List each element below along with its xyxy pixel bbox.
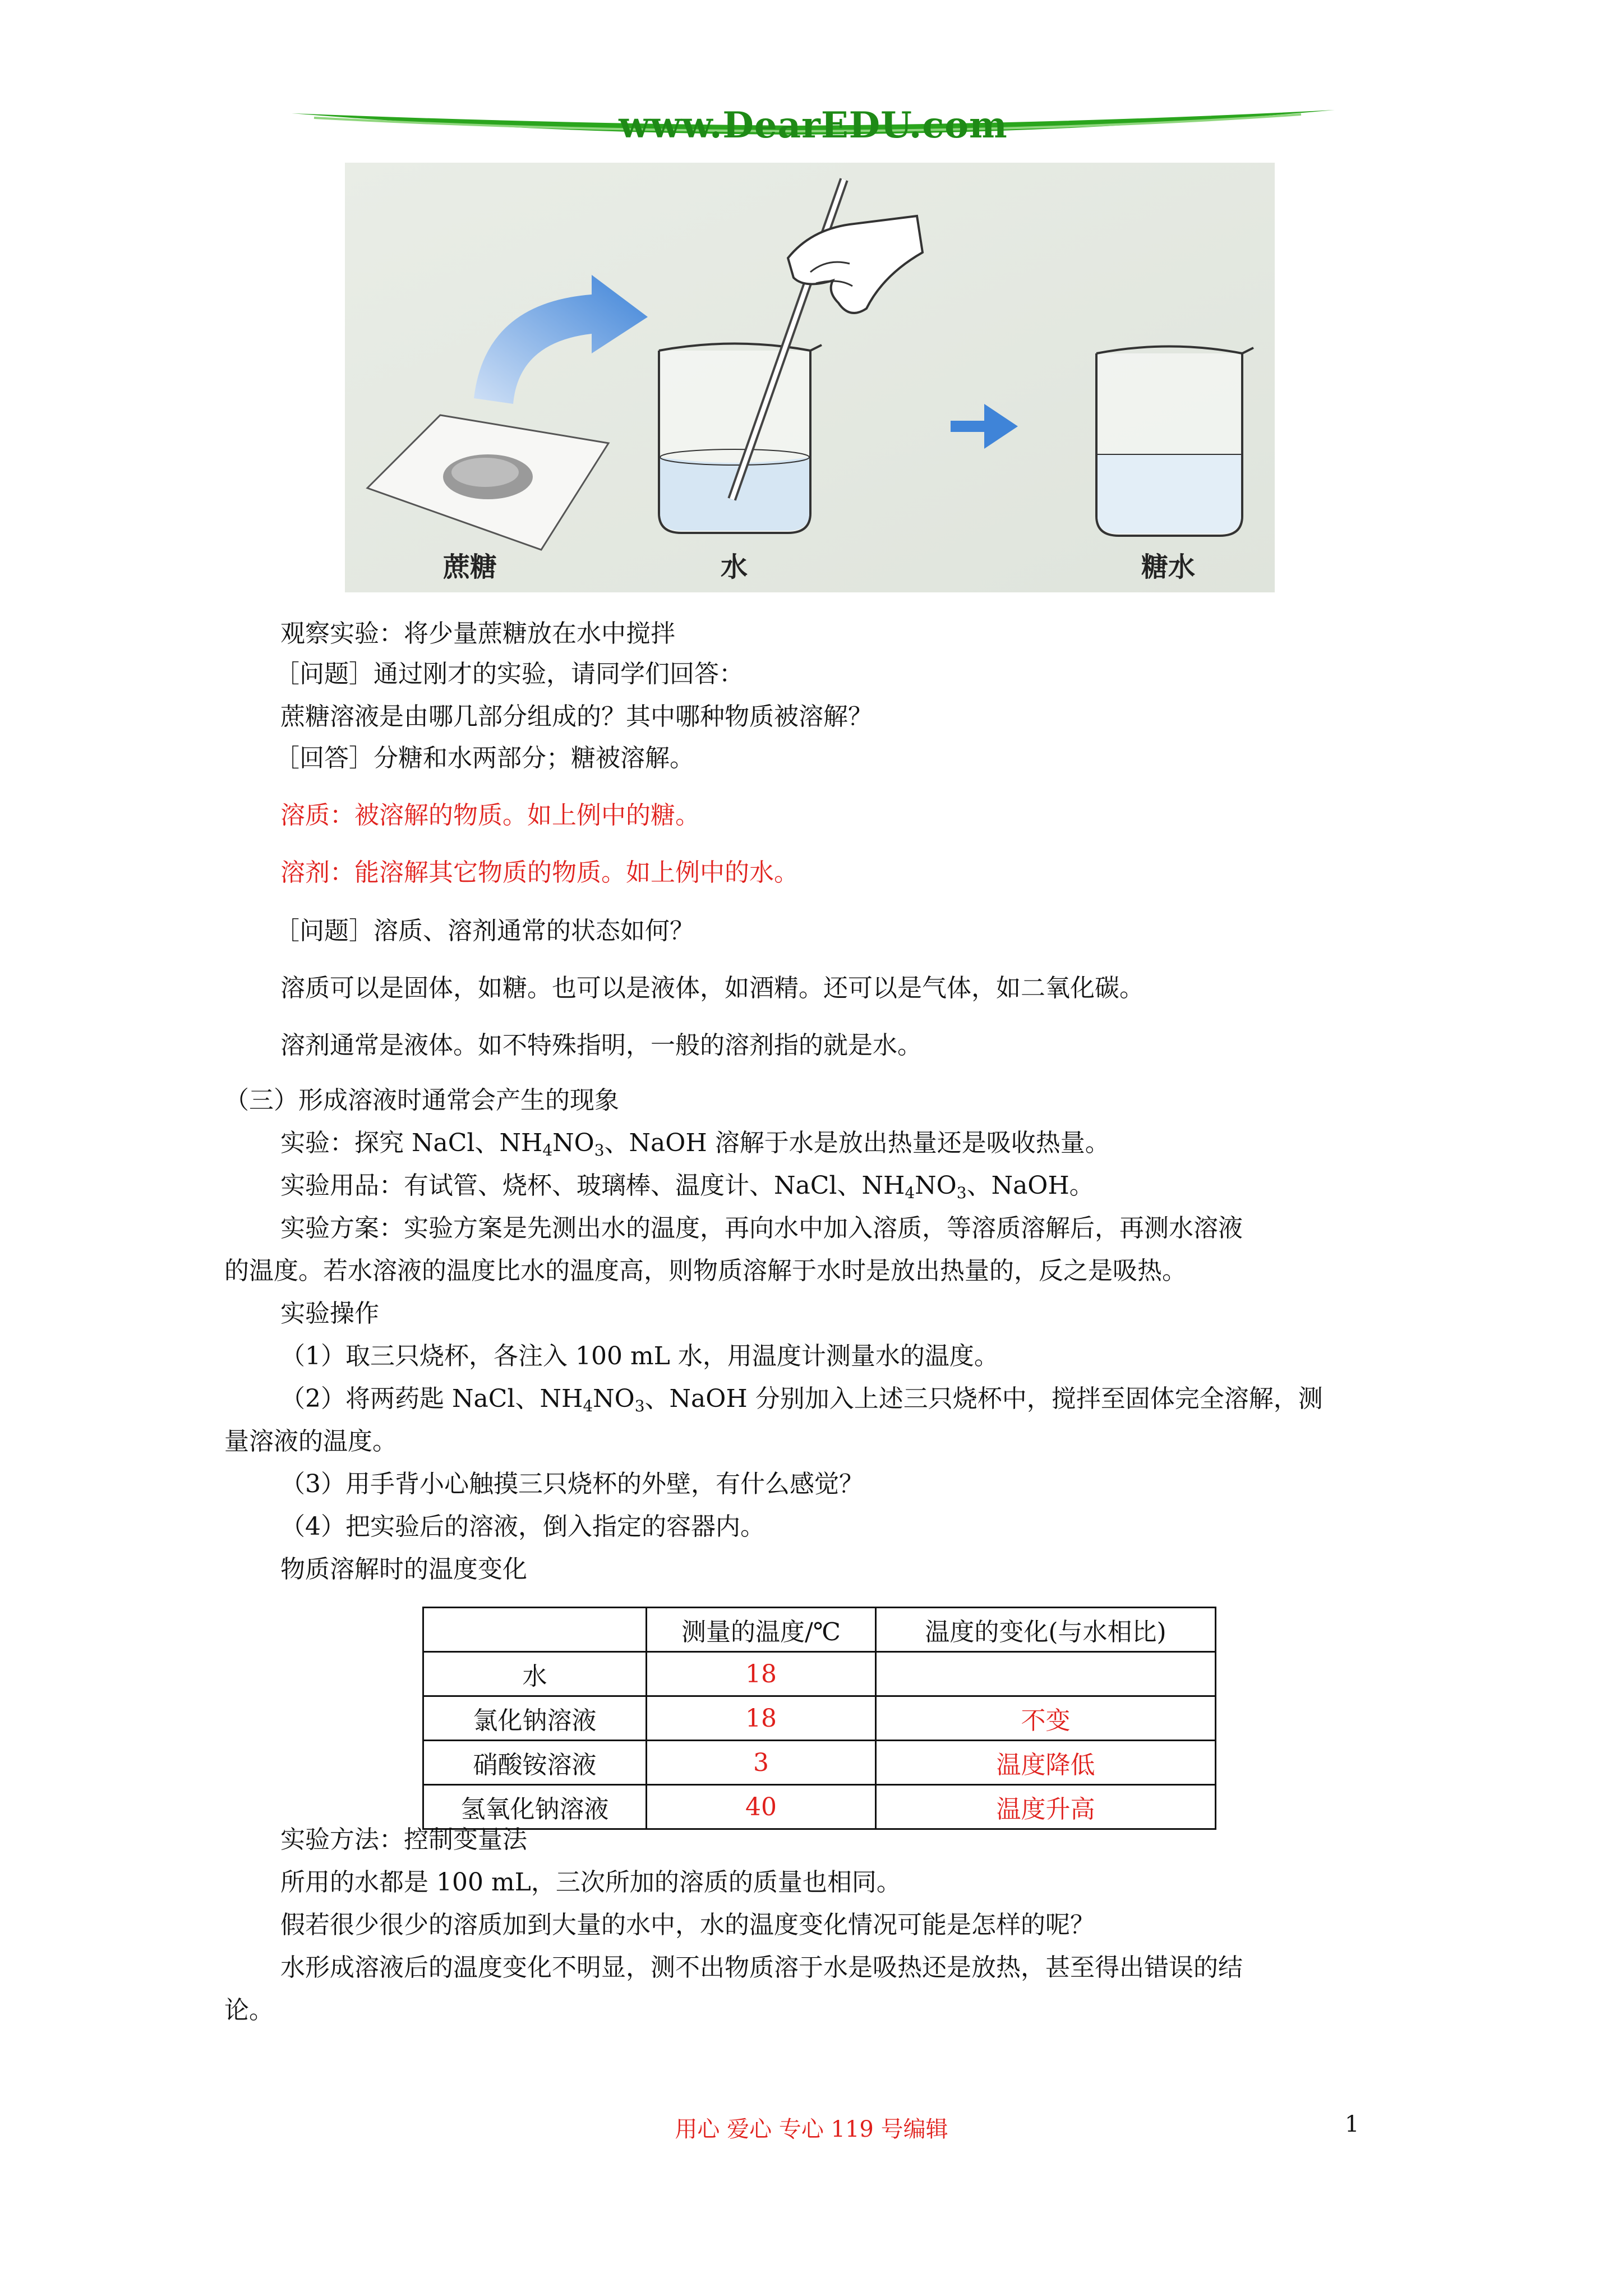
table-cell-substance: 水 [423,1652,647,1696]
para-answer-1: ［回答］分糖和水两部分；糖被溶解。 [275,744,694,772]
experiment-illustration [345,163,1275,592]
para-solute-def: 溶质：被溶解的物质。如上例中的糖。 [280,801,700,830]
table-row [423,1696,1216,1741]
label-water: 水 [721,551,748,583]
table-cell-change [876,1652,1216,1696]
temperature-table [422,1607,1216,1830]
table-cell-temperature: 40 [647,1785,876,1829]
site-header [292,101,1335,151]
para-step-4: （4）把实验后的溶液，倒入指定的容器内。 [280,1512,765,1541]
para-question-1b: 蔗糖溶液是由哪几部分组成的？其中哪种物质被溶解？ [280,702,873,731]
para-plan-line2: 的温度。若水溶液的温度比水的温度高，则物质溶解于水时是放出热量的，反之是吸热。 [224,1257,1187,1285]
para-question-2: ［问题］溶质、溶剂通常的状态如何？ [275,917,694,945]
para-experiment: 实验：探究 NaCl、$NH_4NO_3$、NaOH 溶解于水是放出热量还是吸收热量。 [280,1129,1110,1159]
table-cell-temperature: 18 [647,1696,876,1741]
para-suppose: 假若很少很少的溶质加到大量的水中，水的温度变化情况可能是怎样的呢？ [280,1911,1095,1939]
table-cell-change: 温度降低 [876,1741,1216,1785]
table-cell-change: 不变 [876,1696,1216,1741]
label-sucrose: 蔗糖 [443,551,497,583]
para-supplies: 实验用品：有试管、烧杯、玻璃棒、温度计、NaCl、$NH_4NO_3$、NaOH。 [280,1171,1094,1202]
para-observe: 观察实验：将少量蔗糖放在水中搅拌 [280,619,675,648]
beaker-with-water [659,344,822,533]
table-cell-substance: 氯化钠溶液 [423,1696,647,1741]
table-header-cell: 测量的温度/℃ [647,1608,876,1652]
para-conclusion-line2: 论。 [224,1996,274,2024]
para-plan-line1: 实验方案：实验方案是先测出水的温度，再向水中加入溶质，等溶质溶解后，再测水溶液 [280,1214,1243,1243]
table-header-row [423,1608,1216,1652]
para-solute-state: 溶质可以是固体，如糖。也可以是液体，如酒精。还可以是气体，如二氧化碳。 [280,974,1144,1002]
footer-text: 用心 爱心 专心 119 号编辑 [675,2116,948,2142]
table-cell-substance: 硝酸铵溶液 [423,1741,647,1785]
table-header-cell: 温度的变化(与水相比) [876,1608,1216,1652]
table-cell-temperature: 18 [647,1652,876,1696]
table-cell-temperature: 3 [647,1741,876,1785]
page-number: 1 [1345,2111,1359,2137]
table-row [423,1741,1216,1785]
para-same-amount: 所用的水都是 100 mL，三次所加的溶质的质量也相同。 [280,1868,901,1897]
table-row [423,1652,1216,1696]
para-solvent-def: 溶剂：能溶解其它物质的物质。如上例中的水。 [280,858,799,887]
para-conclusion-line1: 水形成溶液后的温度变化不明显，测不出物质溶于水是吸热还是放热，甚至得出错误的结 [280,1953,1243,1982]
label-sugar-water: 糖水 [1141,551,1196,583]
experiment-figure [345,163,1275,592]
table-header-cell [423,1608,647,1652]
para-operations-title: 实验操作 [280,1299,379,1328]
section-heading-3: （三）形成溶液时通常会产生的现象 [224,1086,619,1115]
table-title: 物质溶解时的温度变化 [280,1555,527,1584]
table-row [423,1785,1216,1829]
para-solvent-state: 溶剂通常是液体。如不特殊指明，一般的溶剂指的就是水。 [280,1031,922,1060]
site-title[interactable]: www.DearEDU.com [619,104,1008,146]
para-step-1: （1）取三只烧杯，各注入 100 mL 水，用温度计测量水的温度。 [280,1342,999,1370]
para-step-2-cont: 量溶液的温度。 [224,1427,397,1456]
para-step-2: （2）将两药匙 NaCl、$NH_4NO_3$、NaOH 分别加入上述三只烧杯中，搅拌至固体完全溶解，测 [280,1384,1323,1415]
table-cell-change: 温度升高 [876,1785,1216,1829]
beaker-with-sugar-water [1096,347,1253,536]
para-step-3: （3）用手背小心触摸三只烧杯的外壁，有什么感觉？ [280,1470,864,1498]
table-cell-substance: 氢氧化钠溶液 [423,1785,647,1829]
para-method: 实验方法：控制变量法 [280,1825,527,1854]
para-question-1: ［问题］通过刚才的实验，请同学们回答： [275,660,744,688]
